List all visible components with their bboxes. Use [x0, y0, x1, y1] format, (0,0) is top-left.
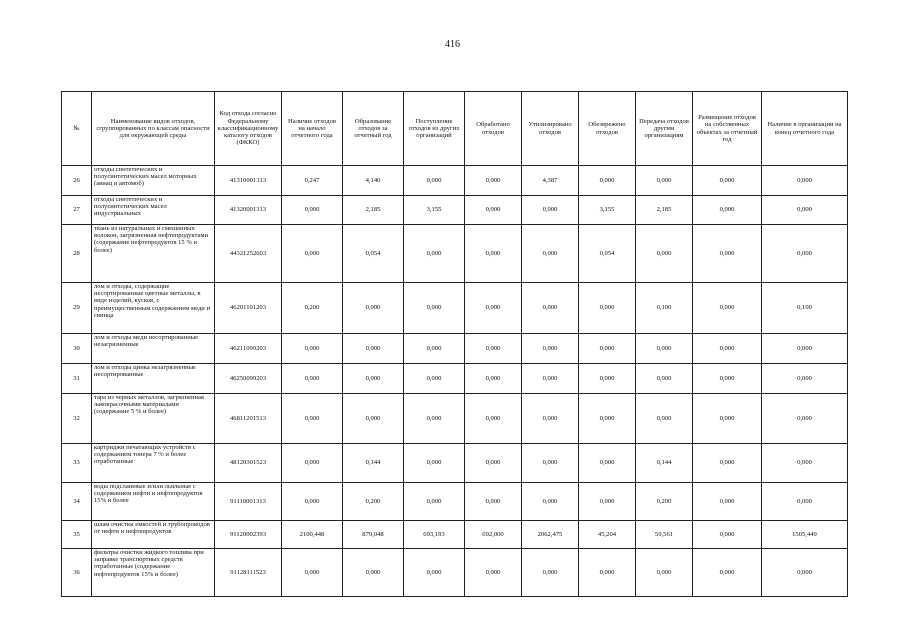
table-row [62, 364, 848, 394]
header-received: Поступление отходов из других организаций [404, 92, 465, 166]
fkko-code-cell: 46211099203 [215, 334, 282, 364]
header-placed: Размещение отходов на собственных объектах за отчетный год [693, 92, 762, 166]
value-cell: 2100,448 [282, 521, 343, 549]
value-cell: 0,000 [343, 283, 404, 334]
fkko-code-cell: 46250099203 [215, 364, 282, 394]
row-number: 26 [62, 166, 92, 196]
fkko-code-cell: 41310001313 [215, 166, 282, 196]
waste-name-cell: шлам очистки емкостей и трубопроводов от нефти и нефтепродуктов [92, 521, 215, 549]
value-cell: 0,000 [522, 549, 579, 597]
value-cell: 0,000 [465, 549, 522, 597]
fkko-code-cell: 48120301523 [215, 444, 282, 483]
value-cell: 0,000 [343, 334, 404, 364]
fkko-code-cell: 91128111523 [215, 549, 282, 597]
value-cell: 0,200 [343, 483, 404, 521]
header-neutralized: Обезврежено отходов [579, 92, 636, 166]
row-number: 36 [62, 549, 92, 597]
fkko-code-cell: 46811201513 [215, 394, 282, 444]
header-transferred: Передача отходов другим организациям [636, 92, 693, 166]
value-cell: 0,100 [762, 283, 848, 334]
value-cell: 0,000 [762, 549, 848, 597]
value-cell: 0,000 [762, 483, 848, 521]
value-cell: 45,204 [579, 521, 636, 549]
header-fkko-code: Код отхода согласно Федеральному классификационному каталогу отходов (ФККО) [215, 92, 282, 166]
value-cell: 0,000 [404, 444, 465, 483]
table-row [62, 283, 848, 334]
value-cell: 3,155 [404, 196, 465, 225]
value-cell: 0,000 [693, 364, 762, 394]
value-cell: 0,000 [465, 196, 522, 225]
value-cell: 0,000 [282, 549, 343, 597]
row-number: 31 [62, 364, 92, 394]
page-number: 416 [445, 39, 460, 50]
value-cell: 0,000 [579, 364, 636, 394]
value-cell: 0,000 [636, 334, 693, 364]
value-cell: 0,000 [282, 364, 343, 394]
value-cell: 0,000 [465, 334, 522, 364]
header-waste-name: Наименование видов отходов, сгруппированных по классам опасности для окружающей среды [92, 92, 215, 166]
waste-name-cell: отходы синтетических и полусинтетических масел индустриальных [92, 196, 215, 225]
header-num: № [62, 92, 92, 166]
value-cell: 0,000 [465, 166, 522, 196]
value-cell: 0,000 [404, 549, 465, 597]
value-cell: 0,000 [522, 225, 579, 283]
value-cell: 0,000 [282, 444, 343, 483]
value-cell: 0,000 [465, 394, 522, 444]
value-cell: 0,000 [522, 444, 579, 483]
value-cell: 879,048 [343, 521, 404, 549]
header-utilized: Утилизировано отходов [522, 92, 579, 166]
value-cell: 0,000 [762, 334, 848, 364]
value-cell: 0,000 [693, 444, 762, 483]
value-cell: 0,000 [343, 364, 404, 394]
value-cell: 0,000 [693, 549, 762, 597]
waste-name-cell: лом и отходы цинка незагрязненные несортированные [92, 364, 215, 394]
value-cell: 0,200 [282, 283, 343, 334]
value-cell: 0,000 [465, 483, 522, 521]
value-cell: 0,200 [636, 483, 693, 521]
value-cell: 0,000 [579, 549, 636, 597]
value-cell: 0,000 [282, 483, 343, 521]
value-cell: 0,000 [522, 196, 579, 225]
row-number: 34 [62, 483, 92, 521]
value-cell: 0,000 [579, 444, 636, 483]
table-row [62, 334, 848, 364]
value-cell: 0,000 [343, 549, 404, 597]
value-cell: 0,054 [343, 225, 404, 283]
value-cell: 0,000 [579, 283, 636, 334]
value-cell: 3,155 [579, 196, 636, 225]
table-row [62, 549, 848, 597]
fkko-code-cell: 41320001313 [215, 196, 282, 225]
value-cell: 0,054 [579, 225, 636, 283]
waste-name-cell: ткань из натуральных и смешанных волокон, загрязненная нефтепродуктами (содержание нефтепродуктов 15 % и более) [92, 225, 215, 283]
value-cell: 0,000 [762, 394, 848, 444]
fkko-code-cell: 91120002393 [215, 521, 282, 549]
value-cell: 0,000 [636, 364, 693, 394]
fkko-code-cell: 44321252603 [215, 225, 282, 283]
value-cell: 4,387 [522, 166, 579, 196]
value-cell: 692,000 [465, 521, 522, 549]
table-row [62, 225, 848, 283]
value-cell: 2,185 [343, 196, 404, 225]
value-cell: 0,000 [282, 225, 343, 283]
value-cell: 0,000 [636, 549, 693, 597]
table-row [62, 444, 848, 483]
value-cell: 0,144 [636, 444, 693, 483]
value-cell: 0,000 [404, 166, 465, 196]
value-cell: 0,000 [522, 394, 579, 444]
value-cell: 0,000 [404, 483, 465, 521]
row-number: 33 [62, 444, 92, 483]
value-cell: 0,000 [282, 196, 343, 225]
value-cell: 59,561 [636, 521, 693, 549]
table-row [62, 196, 848, 225]
fkko-code-cell: 46201101203 [215, 283, 282, 334]
value-cell: 0,000 [762, 364, 848, 394]
value-cell: 0,000 [404, 283, 465, 334]
value-cell: 0,000 [693, 225, 762, 283]
table-row [62, 394, 848, 444]
value-cell: 0,000 [579, 334, 636, 364]
value-cell: 0,144 [343, 444, 404, 483]
value-cell: 0,000 [762, 225, 848, 283]
waste-name-cell: тара из черных металлов, загрязненная лакокрасочными материалами (содержание 5 % и более) [92, 394, 215, 444]
row-number: 28 [62, 225, 92, 283]
value-cell: 2,185 [636, 196, 693, 225]
value-cell: 1505,449 [762, 521, 848, 549]
waste-table [61, 91, 848, 597]
value-cell: 0,000 [762, 196, 848, 225]
value-cell: 0,000 [636, 394, 693, 444]
value-cell: 0,000 [693, 521, 762, 549]
value-cell: 0,000 [404, 334, 465, 364]
value-cell: 0,000 [762, 444, 848, 483]
value-cell: 0,000 [579, 166, 636, 196]
value-cell: 4,140 [343, 166, 404, 196]
header-end-balance: Наличие в организации на конец отчетного года [762, 92, 848, 166]
header-generated: Образование отходов за отчетный год [343, 92, 404, 166]
value-cell: 0,000 [282, 334, 343, 364]
value-cell: 0,000 [522, 364, 579, 394]
value-cell: 0,000 [579, 394, 636, 444]
value-cell: 2062,475 [522, 521, 579, 549]
table-header-row [62, 92, 848, 166]
value-cell: 0,000 [693, 483, 762, 521]
value-cell: 0,000 [343, 394, 404, 444]
value-cell: 0,100 [636, 283, 693, 334]
value-cell: 0,000 [693, 196, 762, 225]
value-cell: 0,000 [404, 394, 465, 444]
value-cell: 0,000 [522, 483, 579, 521]
value-cell: 0,000 [522, 283, 579, 334]
header-start-balance: Наличие отходов на начало отчетного года [282, 92, 343, 166]
table-body [62, 166, 848, 597]
row-number: 32 [62, 394, 92, 444]
value-cell: 0,000 [579, 483, 636, 521]
value-cell: 0,000 [282, 394, 343, 444]
table-row [62, 521, 848, 549]
table-row [62, 166, 848, 196]
value-cell: 0,000 [404, 364, 465, 394]
value-cell: 693,193 [404, 521, 465, 549]
value-cell: 0,000 [636, 225, 693, 283]
waste-name-cell: лом и отходы меди несортированные незагрязненные [92, 334, 215, 364]
value-cell: 0,000 [404, 225, 465, 283]
table-row [62, 483, 848, 521]
value-cell: 0,000 [522, 334, 579, 364]
value-cell: 0,000 [636, 166, 693, 196]
value-cell: 0,000 [762, 166, 848, 196]
row-number: 30 [62, 334, 92, 364]
value-cell: 0,000 [693, 394, 762, 444]
waste-name-cell: отходы синтетических и полусинтетических масел моторных (авиац и автомоб) [92, 166, 215, 196]
value-cell: 0,000 [465, 283, 522, 334]
waste-name-cell: фильтры очистки жидкого топлива при заправке транспортных средств отработанные (содержание нефтепродуктов 15% и более) [92, 549, 215, 597]
fkko-code-cell: 91110001313 [215, 483, 282, 521]
value-cell: 0,000 [465, 225, 522, 283]
value-cell: 0,247 [282, 166, 343, 196]
value-cell: 0,000 [693, 283, 762, 334]
waste-name-cell: воды подсланевые и/или льяльные с содержанием нефти и нефтепродуктов 15% и более [92, 483, 215, 521]
header-processed: Обработано отходов [465, 92, 522, 166]
row-number: 27 [62, 196, 92, 225]
value-cell: 0,000 [465, 444, 522, 483]
value-cell: 0,000 [693, 334, 762, 364]
row-number: 29 [62, 283, 92, 334]
value-cell: 0,000 [465, 364, 522, 394]
waste-name-cell: картриджи печатающих устройств с содержанием тонера 7 % и более отработанные [92, 444, 215, 483]
value-cell: 0,000 [693, 166, 762, 196]
row-number: 35 [62, 521, 92, 549]
waste-name-cell: лом и отходы, содержащие несортированные цветные металлы, в виде изделий, кусков, с преимущественным содержанием меди и свинца [92, 283, 215, 334]
